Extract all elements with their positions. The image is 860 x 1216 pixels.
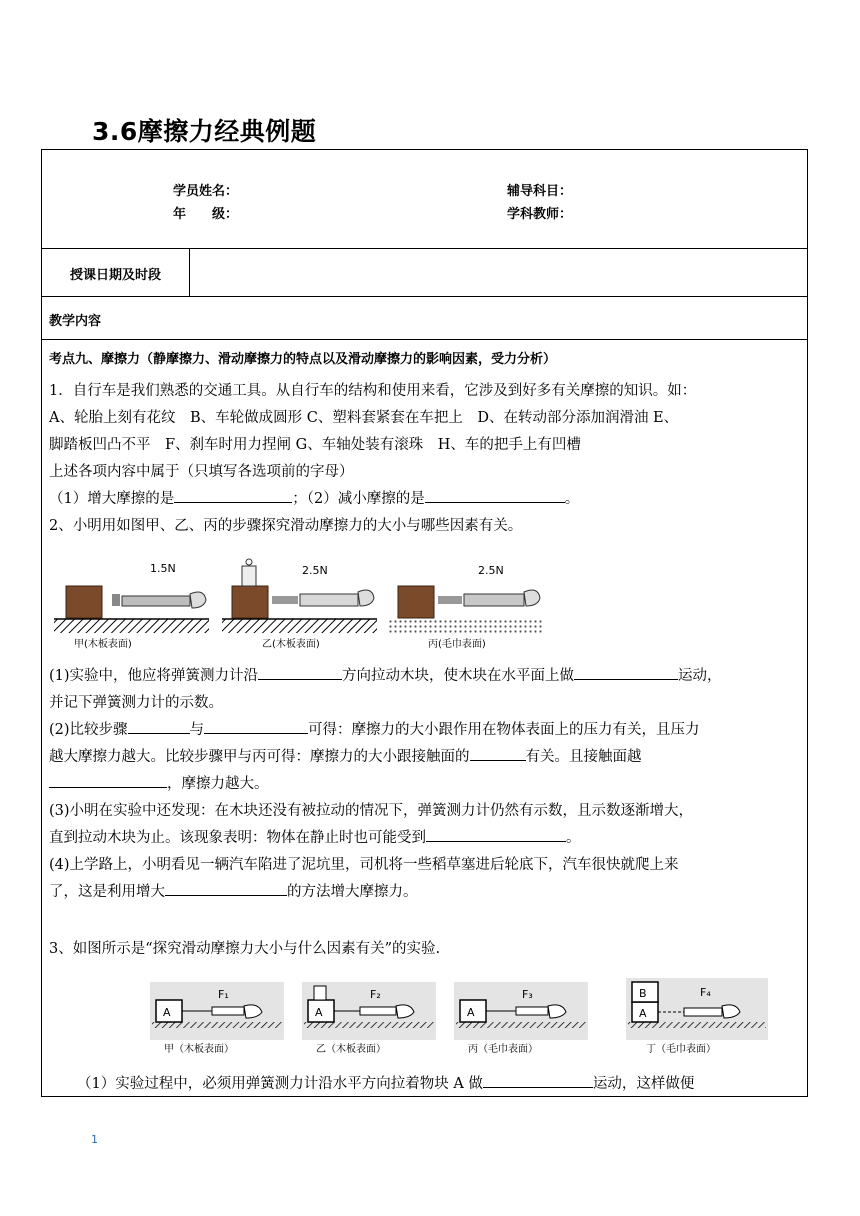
- weight-icon: [314, 986, 326, 1000]
- spring-scale: [122, 596, 190, 606]
- q1-part2: ；（2）减小摩擦的是: [292, 491, 425, 507]
- figure-caption: 甲(木板表面): [74, 639, 132, 650]
- svg-text:B: B: [639, 987, 647, 1000]
- answer-blank[interactable]: [204, 718, 308, 734]
- lesson-table: [41, 149, 808, 1097]
- force-label: 2.5N: [478, 564, 504, 577]
- spring-scale: [516, 1007, 548, 1015]
- row-divider: [42, 339, 807, 340]
- answer-blank[interactable]: [165, 880, 287, 896]
- figure-caption: 乙（木板表面）: [316, 1044, 386, 1055]
- hand-icon: [524, 590, 540, 606]
- teacher-label: 学科教师：: [507, 207, 573, 222]
- figure-caption: 丙（毛巾表面）: [468, 1044, 538, 1055]
- q2-line6: (3)小明在实验中还发现：在木块还没有被拉动的情况下，弹簧测力计仍然有示数，且示数逐渐增大，: [49, 803, 694, 819]
- friction-experiment-figure-2: [150, 976, 770, 1058]
- svg-text:A: A: [163, 1006, 171, 1019]
- grade-label: 年 级：: [173, 207, 239, 222]
- force-label: 2.5N: [302, 564, 328, 577]
- q1-line4: 上述各项内容中属于（只填写各选项前的字母）: [49, 464, 354, 480]
- q2-line3: (2)比较步骤 与 可得：摩擦力的大小跟作用在物体表面上的压力有关，且压力: [49, 717, 801, 744]
- answer-blank[interactable]: [483, 1072, 593, 1088]
- answer-blank[interactable]: [574, 664, 678, 680]
- answer-blank[interactable]: [258, 664, 342, 680]
- answer-blank[interactable]: [174, 487, 292, 503]
- wood-block: [232, 586, 268, 618]
- friction-experiment-figure: [54, 554, 544, 650]
- date-label: 授课日期及时段: [70, 268, 162, 283]
- weight-icon: [242, 566, 256, 586]
- force-label: 1.5N: [150, 562, 176, 575]
- panel-bing: [454, 982, 588, 1055]
- panel-ding: [626, 978, 768, 1055]
- q3-intro: 3、如图所示是“探究滑动摩擦力大小与什么因素有关”的实验.: [49, 941, 441, 957]
- q3-line1: （1）实验过程中，必须用弹簧测力计沿水平方向拉着物块 A 做 运动，这样做便: [49, 1071, 801, 1098]
- force-label: F₄: [700, 986, 711, 999]
- spring-scale: [300, 594, 358, 606]
- panel-jia: [54, 562, 209, 650]
- document-title: 3.6摩擦力经典例题: [92, 117, 317, 146]
- spring-scale: [360, 1007, 396, 1015]
- svg-text:A: A: [467, 1006, 475, 1019]
- hand-icon: [190, 592, 206, 608]
- q1-answer-line: （1）增大摩擦的是 ；（2）减小摩擦的是 。: [49, 486, 801, 513]
- figure-caption: 丙(毛巾表面): [428, 639, 486, 650]
- force-label: F₃: [522, 988, 533, 1001]
- wood-block: [66, 586, 102, 618]
- figure-caption: 乙(木板表面): [262, 639, 320, 650]
- force-label: F₂: [370, 988, 381, 1001]
- page-number: 1: [91, 1133, 98, 1146]
- q1-part1: （1）增大摩擦的是: [49, 491, 175, 507]
- answer-blank[interactable]: [425, 487, 565, 503]
- figure-caption: 丁（毛巾表面）: [646, 1044, 716, 1055]
- force-label: F₁: [218, 988, 229, 1001]
- content-label: 教学内容: [49, 314, 102, 329]
- student-name-label: 学员姓名：: [173, 184, 239, 199]
- q1-line3: 脚踏板凹凸不平 F、刹车时用力捏闸 G、车轴处装有滚珠 H、车的把手上有凹槽: [49, 437, 581, 453]
- svg-text:A: A: [639, 1007, 647, 1020]
- q2-line1: (1)实验中，他应将弹簧测力计沿 方向拉动木块，使木块在水平面上做 运动，: [49, 663, 801, 690]
- spring-scale: [212, 1007, 244, 1015]
- answer-blank[interactable]: [128, 718, 190, 734]
- q1-line1: 1．自行车是我们熟悉的交通工具。从自行车的结构和使用来看，它涉及到好多有关摩擦的知识。如：: [49, 383, 697, 399]
- q2-line2: 并记下弹簧测力计的示数。: [49, 695, 223, 711]
- q2-line8: (4)上学路上，小明看见一辆汽车陷进了泥坑里，司机将一些稻草塞进后轮底下，汽车很快就爬上来: [49, 857, 679, 873]
- q2-line4: 越大摩擦力越大。比较步骤甲与丙可得：摩擦力的大小跟接触面的 有关。且接触面越: [49, 744, 801, 771]
- panel-yi: [302, 982, 436, 1055]
- answer-blank[interactable]: [426, 826, 566, 842]
- panel-jia: [150, 982, 284, 1055]
- figure-caption: 甲（木板表面）: [164, 1044, 234, 1055]
- q2-line7: 直到拉动木块为止。该现象表明：物体在静止时也可能受到 。: [49, 825, 801, 852]
- q2-line5: ，摩擦力越大。: [49, 771, 801, 798]
- spring-scale: [684, 1008, 722, 1016]
- row-divider: [42, 296, 807, 297]
- q2-line9: 了，这是利用增大 的方法增大摩擦力。: [49, 879, 801, 906]
- answer-blank[interactable]: [470, 745, 526, 761]
- row-divider: [42, 248, 807, 249]
- column-divider: [189, 249, 190, 297]
- wood-block: [398, 586, 434, 618]
- panel-bing: [388, 564, 544, 650]
- subject-label: 辅导科目：: [507, 184, 573, 199]
- q1-line2: A、轮胎上刻有花纹 B、车轮做成圆形 C、塑料套紧套在车把上 D、在转动部分添加润滑油 E、: [49, 410, 679, 426]
- section-title: 考点九、摩擦力（静摩擦力、滑动摩擦力的特点以及滑动摩擦力的影响因素，受力分析）: [49, 352, 557, 367]
- answer-blank[interactable]: [49, 772, 167, 788]
- spring-scale: [464, 594, 524, 606]
- q2-intro: 2、小明用如图甲、乙、丙的步骤探究滑动摩擦力的大小与哪些因素有关。: [49, 518, 523, 534]
- panel-yi: [222, 559, 377, 650]
- hand-icon: [358, 590, 374, 606]
- svg-text:A: A: [315, 1006, 323, 1019]
